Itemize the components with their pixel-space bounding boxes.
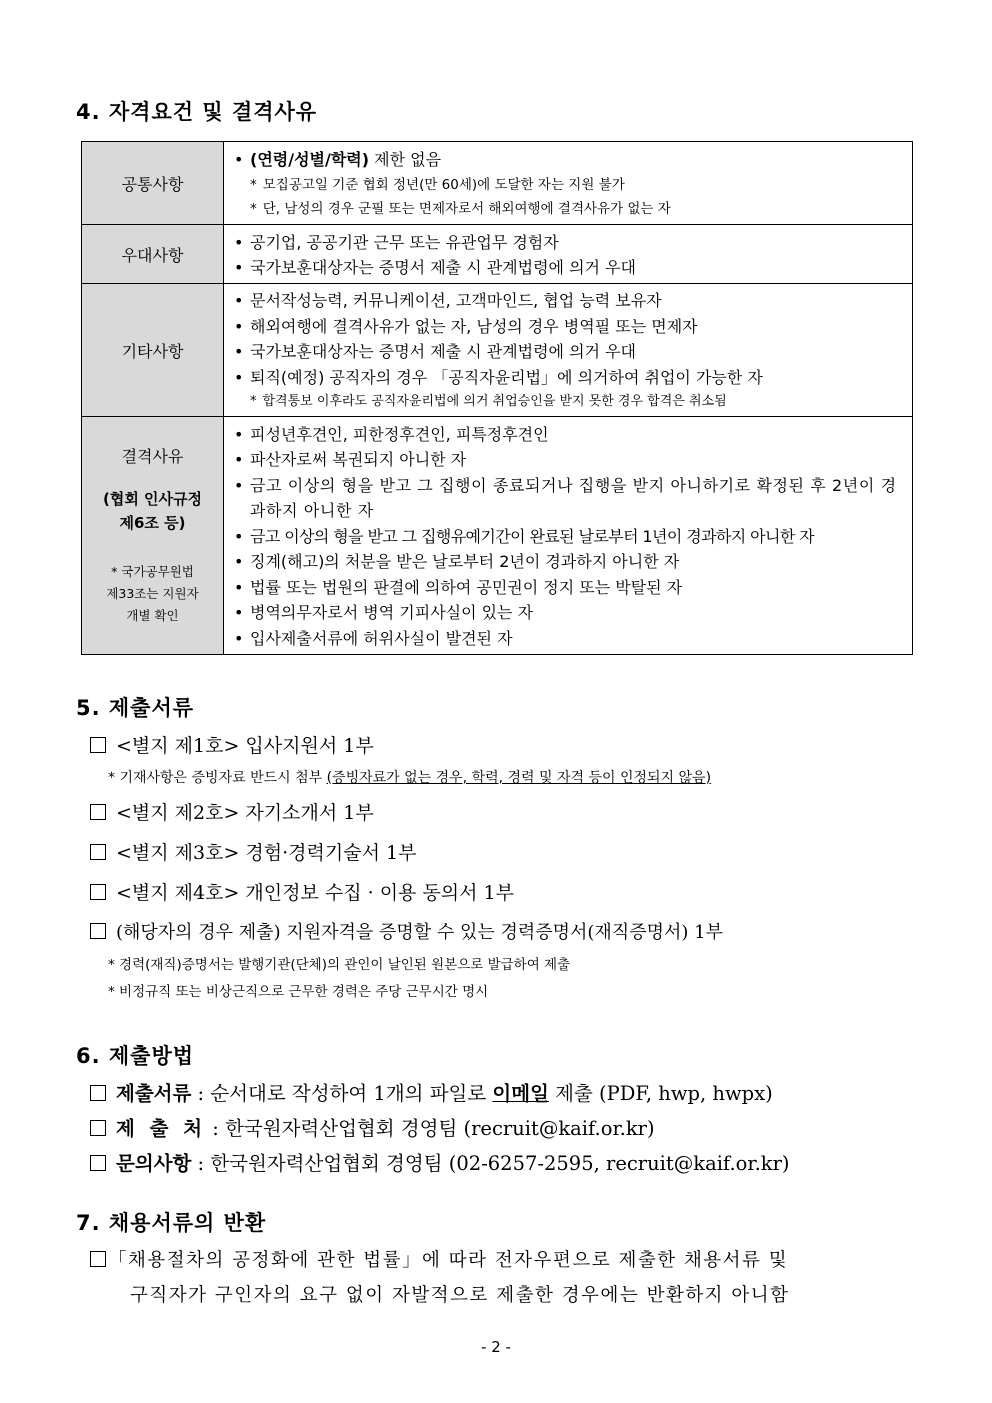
disq-item: • 입사제출서류에 허위사실이 발견된 자 [234, 628, 513, 648]
submit-item-1: 제출서류 : 순서대로 작성하여 1개의 파일로 이메일 제출 (PDF, hwp, hwpx) [90, 1078, 773, 1106]
label-common: 공통사항 [82, 142, 224, 225]
other-item: • 문서작성능력, 커뮤니케이션, 고객마인드, 협업 능력 보유자 [234, 291, 662, 310]
checkbox-icon [90, 844, 106, 860]
return-item-cont: 구직자가 구인자의 요구 없이 자발적으로 제출한 경우에는 반환하지 아니함 [130, 1285, 790, 1306]
pref-item: • 공기업, 공공기관 근무 또는 유관업무 경험자 [234, 232, 559, 252]
page-number: - 2 - [481, 1338, 511, 1356]
checkbox-icon [90, 884, 106, 900]
disq-item: • 파산자로써 복권되지 아니한 자 [234, 450, 467, 470]
common-note-1: * 모집공고일 기준 협회 정년(만 60세)에 도달한 자는 지원 불가 [250, 176, 625, 193]
doc-note-2: * 경력(재직)증명서는 발행기관(단체)의 관인이 날인된 원본으로 발급하여 제출 [108, 957, 571, 973]
submit-item-2: 제 출 처 : 한국원자력산업협회 경영팀 (recruit@kaif.or.kr) [90, 1113, 655, 1141]
section-7-title: 7. 채용서류의 반환 [76, 1211, 267, 1235]
checkbox-icon [90, 737, 106, 753]
disq-item: • 피성년후견인, 피한정후견인, 피특정후견인 [234, 424, 549, 444]
doc-item-1: <별지 제1호> 입사지원서 1부 [90, 731, 374, 758]
common-item: • (연령/성별/학력) 제한 없음 [234, 150, 442, 170]
checkbox-icon [90, 1155, 106, 1171]
checkbox-icon [90, 1120, 106, 1136]
label-preference: 우대사항 [82, 225, 224, 284]
row-common [82, 142, 913, 225]
doc-item-4: <별지 제4호> 개인정보 수집 · 이용 동의서 1부 [90, 878, 514, 905]
other-item: • 국가보훈대상자는 증명서 제출 시 관계법령에 의거 우대 [234, 342, 637, 361]
disq-item: • 징계(해고)의 처분을 받은 날로부터 2년이 경과하지 아니한 자 [234, 552, 680, 572]
section-4-title: 4. 자격요건 및 결격사유 [76, 100, 318, 124]
row-other [82, 284, 913, 417]
disq-item: • 법률 또는 법원의 판결에 의하여 공민권이 정지 또는 박탈된 자 [234, 577, 683, 597]
section-6-title: 6. 제출방법 [76, 1044, 195, 1068]
disq-item: • 병역의무자로서 병역 기피사실이 있는 자 [234, 603, 534, 623]
qualification-table [81, 141, 913, 655]
label-disqualification: 결격사유 (협회 인사규정 제6조 등) * 국가공무원법 제33조는 지원자 개별 확인 [82, 417, 224, 655]
doc-note-1: * 기재사항은 증빙자료 반드시 첨부 (증빙자료가 없는 경우, 학력, 경력 및 자격 등이 인정되지 않음) [108, 770, 712, 786]
row-preference [82, 225, 913, 284]
checkbox-icon [90, 1085, 106, 1101]
return-item: 「채용절차의 공정화에 관한 법률」에 따라 전자우편으로 제출한 채용서류 및 [90, 1246, 788, 1272]
checkbox-icon [90, 1251, 106, 1267]
pref-item: • 국가보훈대상자는 증명서 제출 시 관계법령에 의거 우대 [234, 258, 637, 277]
disq-item: • 금고 이상의 형을 받고 그 집행유예기간이 완료된 날로부터 1년이 경과하지 아니한 자 [234, 526, 815, 546]
doc-item-5: (해당자의 경우 제출) 지원자격을 증명할 수 있는 경력증명서(재직증명서) 1부 [90, 918, 723, 944]
other-note: * 합격통보 이후라도 공직자윤리법에 의거 취업승인을 받지 못한 경우 합격은 취소됨 [250, 394, 727, 409]
checkbox-icon [90, 923, 106, 939]
label-other: 기타사항 [82, 284, 224, 417]
common-note-2: * 단, 남성의 경우 군필 또는 면제자로서 해외여행에 결격사유가 없는 자 [250, 200, 671, 217]
doc-note-3: * 비정규직 또는 비상근직으로 근무한 경력은 주당 근무시간 명시 [108, 984, 489, 1000]
doc-item-2: <별지 제2호> 자기소개서 1부 [90, 798, 374, 825]
other-item: • 퇴직(예정) 공직자의 경우 「공직자윤리법」에 의거하여 취업이 가능한 자 [234, 367, 763, 387]
doc-item-3: <별지 제3호> 경험·경력기술서 1부 [90, 838, 416, 865]
disq-item: • 금고 이상의 형을 받고 그 집행이 종료되거나 집행을 받지 아니하기로 확정된 후 2년이 경과하지 아니한 자 [234, 475, 897, 521]
checkbox-icon [90, 804, 106, 820]
section-5-title: 5. 제출서류 [76, 696, 195, 720]
other-item: • 해외여행에 결격사유가 없는 자, 남성의 경우 병역필 또는 면제자 [234, 316, 698, 336]
submit-item-3: 문의사항 : 한국원자력산업협회 경영팀 (02-6257-2595, recruit@kaif.or.kr) [90, 1148, 790, 1176]
row-disqualification [82, 417, 913, 655]
